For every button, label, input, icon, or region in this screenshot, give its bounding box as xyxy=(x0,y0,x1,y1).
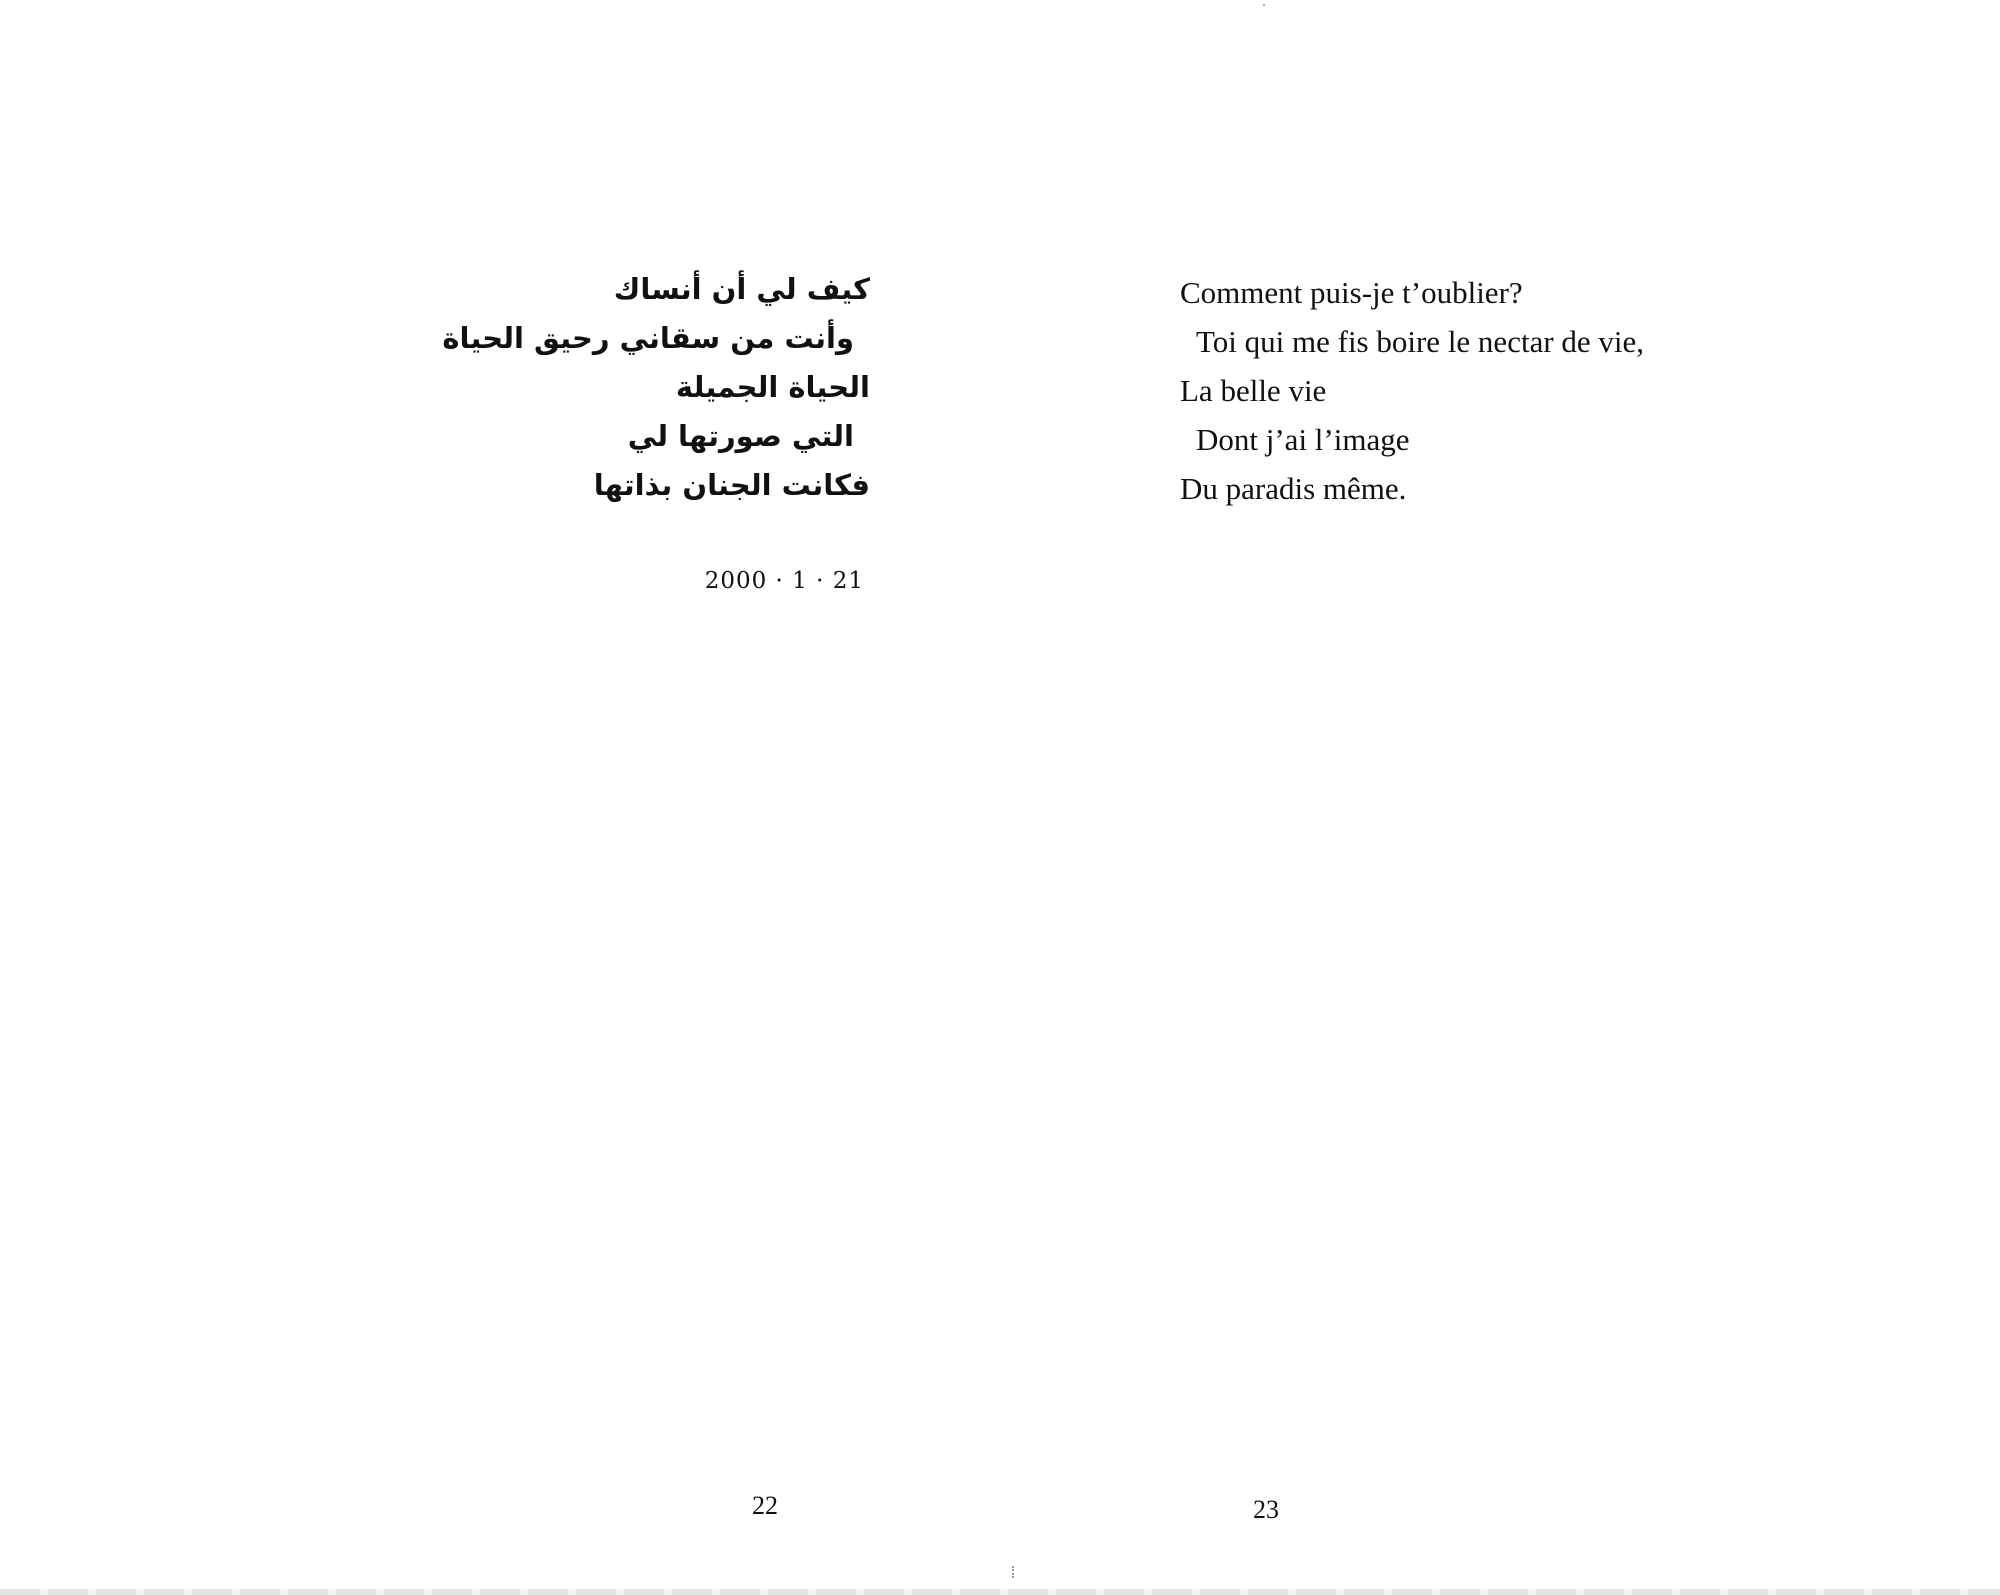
arabic-poem-line: وأنت من سقاني رحيق الحياة xyxy=(442,321,854,355)
gutter-mark xyxy=(1012,1566,1016,1578)
poem-date: 2000 · 1 · 21 xyxy=(704,568,864,594)
right-page xyxy=(1000,0,2000,1595)
arabic-poem-line: الحياة الجميلة xyxy=(675,370,870,404)
french-poem-line: La belle vie xyxy=(1180,373,1327,408)
french-poem-line: Dont j’ai l’image xyxy=(1196,422,1410,457)
scan-speck xyxy=(1263,4,1265,6)
scan-edge xyxy=(0,1589,2000,1595)
arabic-poem-line: التي صورتها لي xyxy=(627,419,854,453)
french-poem-line: Du paradis même. xyxy=(1180,471,1407,506)
arabic-poem xyxy=(350,265,870,510)
page-number-left: 22 xyxy=(752,1491,778,1520)
page-number-right: 23 xyxy=(1253,1495,1279,1524)
arabic-poem-line: كيف لي أن أنساك xyxy=(613,272,870,306)
french-poem-line: Toi qui me fis boire le nectar de vie, xyxy=(1196,324,1645,359)
arabic-poem-line: فكانت الجنان بذاتها xyxy=(593,468,870,502)
french-poem xyxy=(1180,268,1880,513)
french-poem-line: Comment puis-je t’oublier? xyxy=(1180,275,1523,310)
